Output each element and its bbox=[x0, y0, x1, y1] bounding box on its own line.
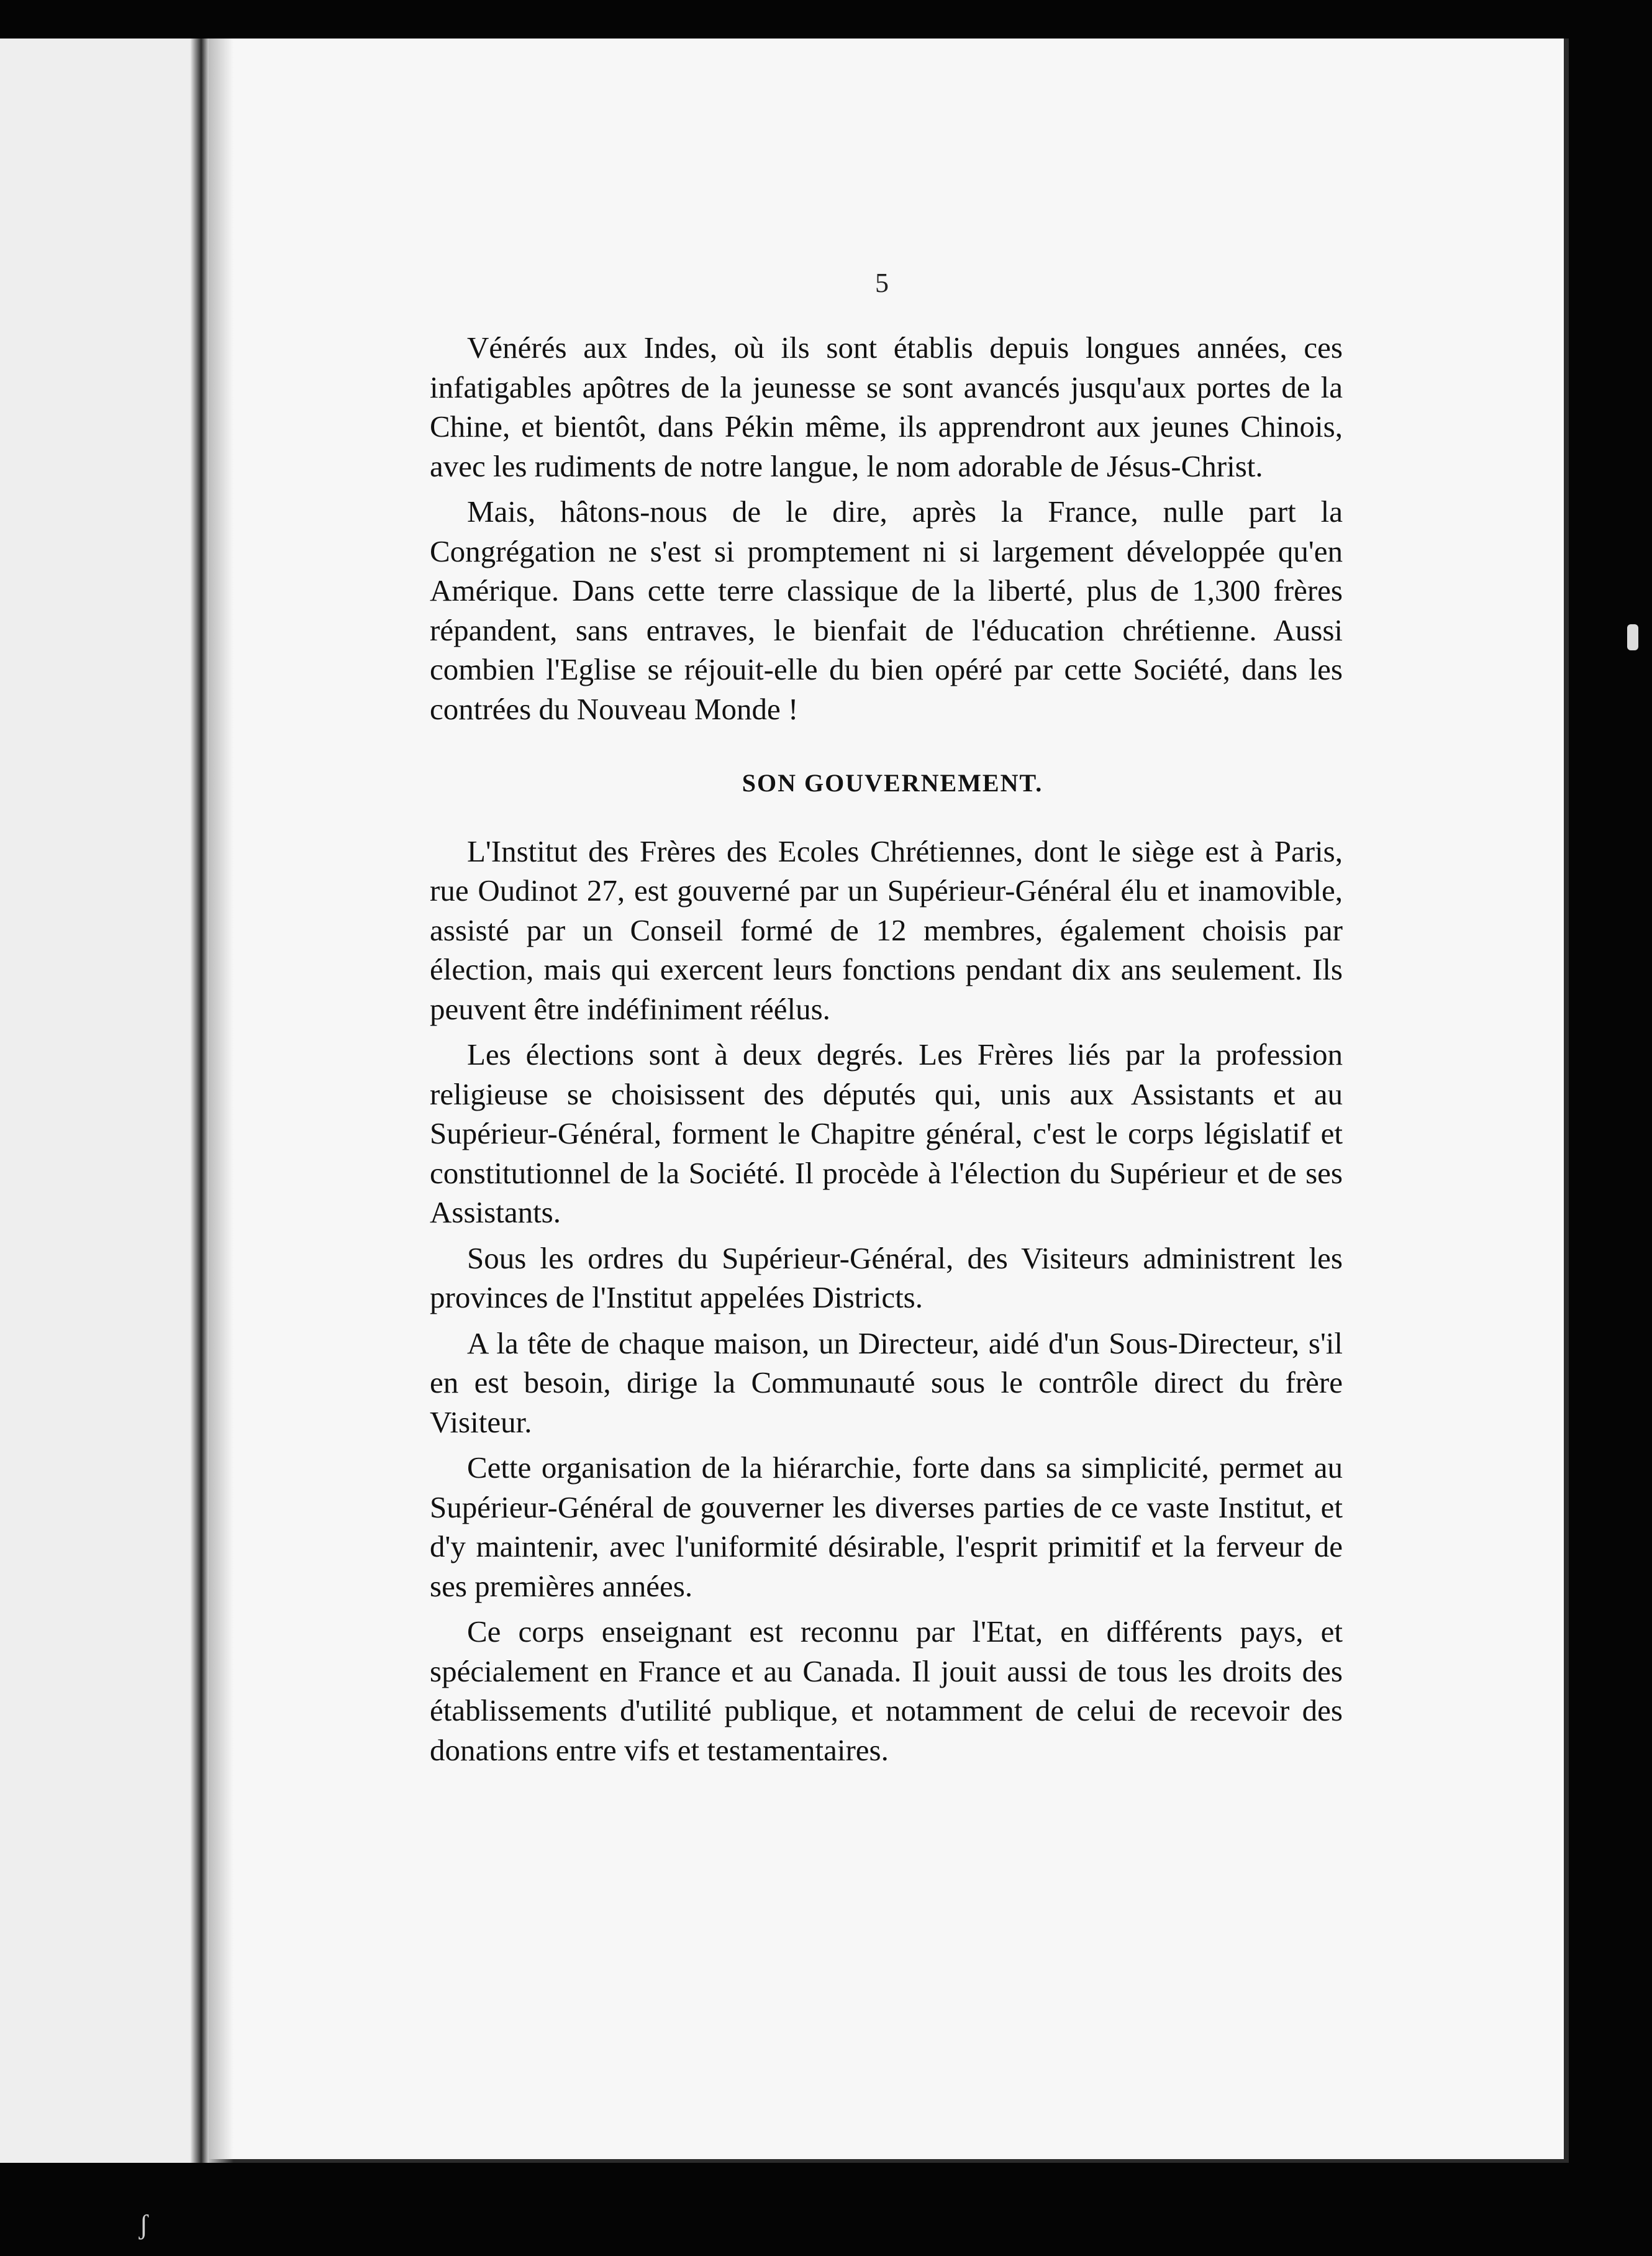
paragraph-elections: Les élections sont à deux degrés. Les Frères liés par la profession religieuse se choisissent des députés qui, unis aux Assistants et au Supérieur-Général, forment le Chapitre général, c'est le corps législatif et constitutionnel de la Société. Il procède à l'élection du Supérieur et de ses Assistants. bbox=[430, 1037, 1343, 1229]
left-page-edge bbox=[0, 39, 205, 2163]
gutter-shadow bbox=[209, 39, 234, 2163]
paragraph-institut: L'Institut des Frères des Ecoles Chrétiennes, dont le siège est à Paris, rue Oudinot 27, est gouverné par un Supérieur-Général élu et inamovible, assisté par un Conseil formé de 12 membres, également choisis par élection, mais qui exercent leurs fonctions pendant dix ans seulement. Ils peuvent être indéfiniment réélus. bbox=[430, 834, 1343, 1026]
paragraph-organisation: Cette organisation de la hiérarchie, forte dans sa simplicité, permet au Supérieur-Général de gouverner les diverses parties de ce vaste Institut, et d'y maintenir, avec l'uniformité désirable, l'esprit primitif et la ferveur de ses premières années. bbox=[430, 1450, 1343, 1603]
paragraph-amerique: Mais, hâtons-nous de le dire, après la France, nulle part la Congrégation ne s'est si promptement ni si largement développée qu'en Amérique. Dans cette terre classique de la liberté, plus de 1,300 frères répandent, sans entraves, le bienfait de l'éducation chrétienne. Aussi combien l'Eglise se réjouit-elle du bien opéré par cette Société, dans les contrées du Nouveau Monde ! bbox=[430, 494, 1343, 726]
section-heading: SON GOUVERNEMENT. bbox=[742, 769, 1043, 797]
page-text bbox=[430, 328, 1343, 1776]
paragraph-directeur: A la tête de chaque maison, un Directeur, aidé d'un Sous-Directeur, s'il en est besoin, dirige la Communauté sous le contrôle direct du frère Visiteur. bbox=[430, 1326, 1343, 1439]
paragraph-visiteurs: Sous les ordres du Supérieur-Général, des Visiteurs administrent les provinces de l'Institut appelées Districts. bbox=[430, 1240, 1343, 1314]
binding-mark bbox=[1627, 624, 1638, 650]
paragraph-reconnaissance: Ce corps enseignant est reconnu par l'Etat, en différents pays, et spécialement en France et au Canada. Il jouit aussi de tous les droits des établissements d'utilité publique, et notamment de celui de recevoir des donations entre vifs et testamentaires. bbox=[430, 1614, 1343, 1767]
page-number: 5 bbox=[875, 268, 889, 298]
scan-mark: ʃ bbox=[139, 2209, 148, 2240]
paragraph-missions-indes: Vénérés aux Indes, où ils sont établis depuis longues années, ces infatigables apôtres de la jeunesse se sont avancés jusqu'aux portes de la Chine, et bientôt, dans Pékin même, ils apprendront aux jeunes Chinois, avec les rudiments de notre langue, le nom adorable de Jésus-Christ. bbox=[430, 330, 1343, 483]
book-gutter bbox=[190, 39, 209, 2163]
